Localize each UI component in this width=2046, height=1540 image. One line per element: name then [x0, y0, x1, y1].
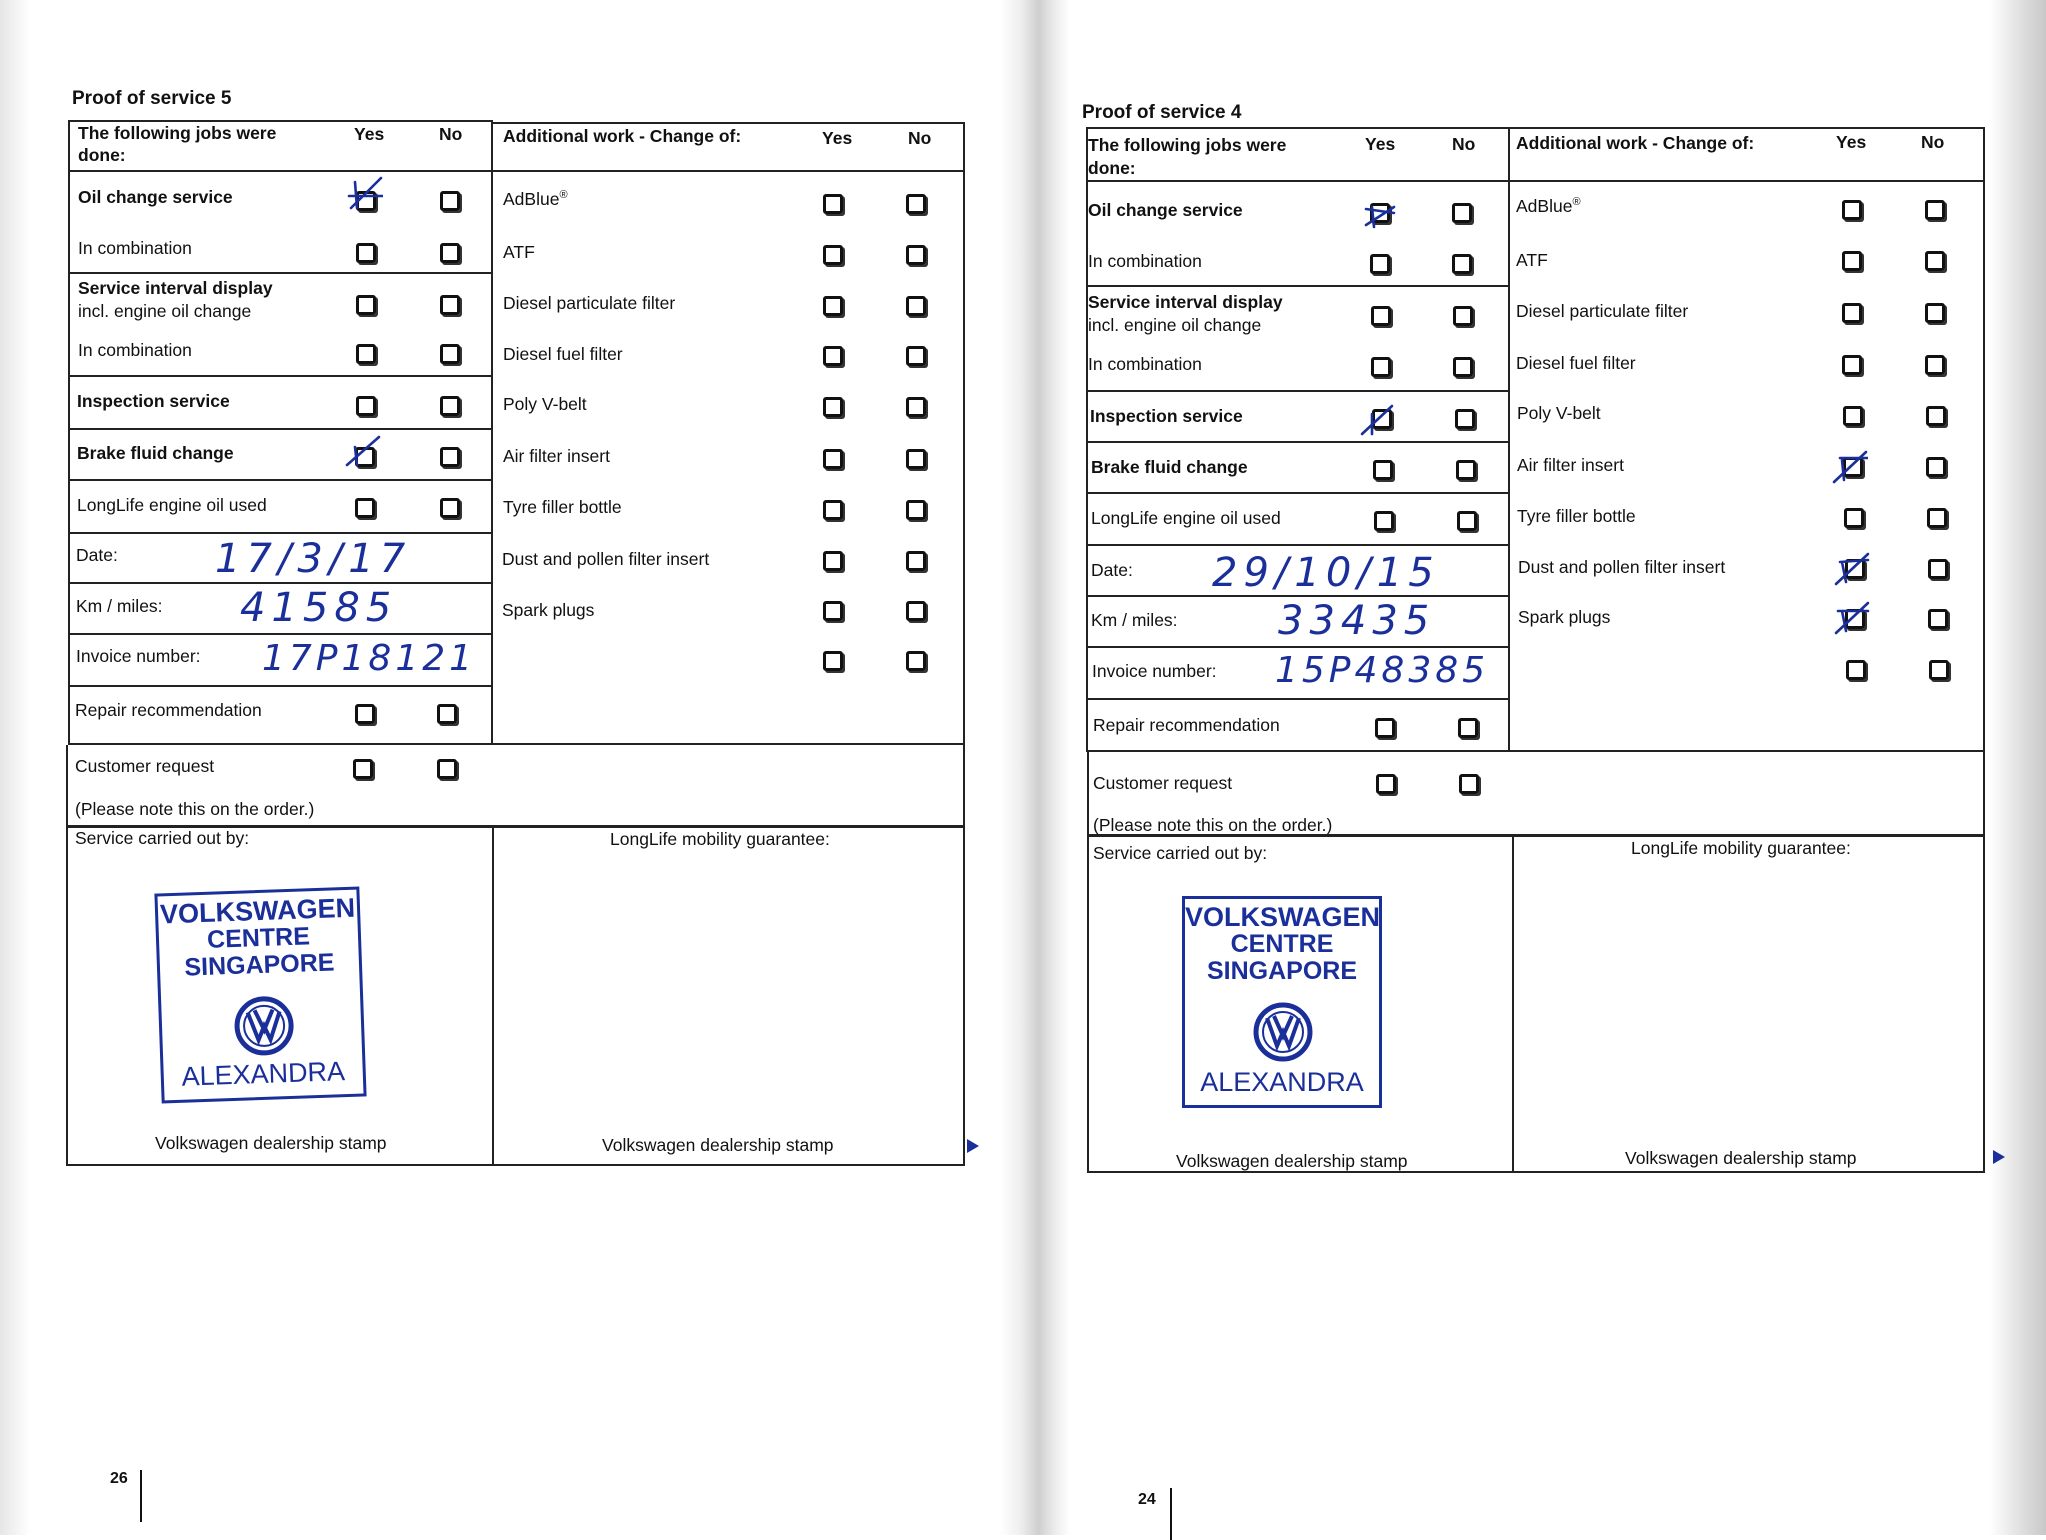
checkbox-longlife-no[interactable] — [440, 498, 460, 518]
work-tyre-filler: Tyre filler bottle — [1517, 506, 1636, 526]
checkbox-air-no[interactable] — [1926, 457, 1946, 477]
checkbox-inspection-no[interactable] — [440, 396, 460, 416]
longlife-guarantee-label: LongLife mobility guarantee: — [1631, 838, 1851, 858]
checkbox-dff-yes[interactable] — [823, 346, 843, 366]
tick-mark-icon — [1360, 195, 1398, 233]
checkbox-inspection-no[interactable] — [1455, 409, 1475, 429]
job-in-combination: In combination — [78, 238, 192, 258]
checkbox-brake-no[interactable] — [1456, 460, 1476, 480]
additional-work-table — [493, 122, 965, 745]
page-number-bar — [140, 1470, 142, 1522]
checkbox-atf-no[interactable] — [906, 245, 926, 265]
work-diesel-particulate-filter: Diesel particulate filter — [1516, 301, 1689, 321]
header-jobs-label-2: done: — [78, 145, 126, 165]
checkbox-dpf-yes[interactable] — [1842, 303, 1862, 323]
checkbox-oil-no[interactable] — [440, 191, 460, 211]
tick-mark-icon — [1832, 550, 1870, 588]
checkbox-adblue-yes[interactable] — [1842, 200, 1862, 220]
handwritten-invoice: 15P48385 — [1275, 650, 1490, 691]
dealership-stamp: VOLKSWAGEN CENTRE SINGAPORE ALEXANDRA — [154, 886, 366, 1103]
checkbox-air-no[interactable] — [906, 449, 926, 469]
handwritten-km: 33435 — [1278, 598, 1436, 644]
checkbox-extra-yes[interactable] — [823, 651, 843, 671]
checkbox-dff-no[interactable] — [1925, 355, 1945, 375]
checkbox-comb1-yes[interactable] — [1370, 254, 1390, 274]
service-carried-out-label: Service carried out by: — [75, 828, 250, 848]
work-dust-pollen-filter: Dust and pollen filter insert — [502, 549, 710, 569]
header-yes-additional: Yes — [1836, 132, 1867, 152]
checkbox-repair-yes[interactable] — [355, 704, 375, 724]
job-service-interval: Service interval display — [78, 278, 273, 298]
checkbox-dff-no[interactable] — [906, 346, 926, 366]
customer-request-label: Customer request — [75, 756, 215, 776]
checkbox-adblue-yes[interactable] — [823, 194, 843, 214]
stamp-caption: Volkswagen dealership stamp — [155, 1133, 387, 1153]
job-in-combination-2: In combination — [78, 340, 192, 360]
checkbox-dpf-no[interactable] — [1925, 303, 1945, 323]
checkbox-oil-no[interactable] — [1452, 203, 1472, 223]
work-air-filter: Air filter insert — [1517, 455, 1624, 475]
repair-recommendation-label: Repair recommendation — [1093, 715, 1280, 735]
stamp-caption-2: Volkswagen dealership stamp — [602, 1135, 834, 1155]
service-carried-out-label: Service carried out by: — [1093, 843, 1268, 863]
checkbox-tyre-no[interactable] — [1927, 508, 1947, 528]
proof-of-service-title: Proof of service 5 — [72, 88, 232, 109]
checkbox-extra-no[interactable] — [906, 651, 926, 671]
header-yes: Yes — [354, 124, 385, 144]
work-poly-vbelt: Poly V-belt — [503, 394, 587, 414]
job-oil-change: Oil change service — [78, 187, 233, 207]
checkbox-adblue-no[interactable] — [1925, 200, 1945, 220]
checkbox-poly-yes[interactable] — [823, 397, 843, 417]
checkbox-air-yes[interactable] — [823, 449, 843, 469]
job-longlife-oil: LongLife engine oil used — [1091, 508, 1281, 528]
header-yes-additional: Yes — [822, 128, 853, 148]
checkbox-tyre-yes[interactable] — [823, 500, 843, 520]
tick-mark-icon — [345, 174, 383, 212]
header-jobs-label: The following jobs were — [1088, 135, 1287, 155]
work-atf: ATF — [503, 242, 535, 262]
book-spine-shadow — [1000, 0, 1070, 1535]
checkbox-spark-no[interactable] — [906, 601, 926, 621]
page-number: 24 — [1138, 1491, 1156, 1508]
handwritten-km: 41585 — [240, 585, 398, 631]
checkbox-poly-yes[interactable] — [1843, 406, 1863, 426]
job-in-combination-2: In combination — [1088, 354, 1202, 374]
additional-work-table — [1510, 127, 1985, 752]
date-label: Date: — [76, 545, 118, 565]
header-jobs-label: The following jobs were — [78, 123, 277, 143]
checkbox-comb1-no[interactable] — [440, 243, 460, 263]
checkbox-poly-no[interactable] — [906, 397, 926, 417]
checkbox-tyre-no[interactable] — [906, 500, 926, 520]
header-additional-work: Additional work - Change of: — [1516, 133, 1755, 153]
header-no: No — [439, 124, 463, 144]
tick-mark-icon — [1358, 400, 1396, 438]
checkbox-comb2-no[interactable] — [440, 344, 460, 364]
header-no-additional: No — [1921, 132, 1945, 152]
job-oil-change: Oil change service — [1088, 200, 1243, 220]
work-atf: ATF — [1516, 250, 1548, 270]
handwritten-invoice: 17P18121 — [262, 638, 477, 679]
checkbox-poly-no[interactable] — [1926, 406, 1946, 426]
repair-recommendation-label: Repair recommendation — [75, 700, 262, 720]
checkbox-comb1-no[interactable] — [1452, 254, 1472, 274]
checkbox-comb1-yes[interactable] — [356, 243, 376, 263]
checkbox-extra-yes[interactable] — [1846, 660, 1866, 680]
date-label: Date: — [1091, 560, 1133, 580]
checkbox-sid-no[interactable] — [1453, 306, 1473, 326]
job-in-combination: In combination — [1088, 251, 1202, 271]
scan-shadow-left — [0, 0, 30, 1535]
checkbox-repair-no[interactable] — [1458, 718, 1478, 738]
checkbox-comb2-yes[interactable] — [356, 344, 376, 364]
job-longlife-oil: LongLife engine oil used — [77, 495, 267, 515]
checkbox-customer-no[interactable] — [437, 759, 457, 779]
job-brake-fluid: Brake fluid change — [77, 443, 234, 463]
tick-mark-icon — [1832, 599, 1870, 637]
handwritten-date: 29/10/15 — [1212, 550, 1440, 596]
work-dust-pollen-filter: Dust and pollen filter insert — [1518, 557, 1726, 577]
checkbox-dpf-yes[interactable] — [823, 296, 843, 316]
vw-logo-icon — [1253, 1002, 1313, 1062]
checkbox-customer-yes[interactable] — [1376, 774, 1396, 794]
handwritten-date: 17/3/17 — [215, 536, 412, 582]
checkbox-brake-yes[interactable] — [1373, 460, 1393, 480]
checkbox-longlife-no[interactable] — [1457, 511, 1477, 531]
checkbox-dust-yes[interactable] — [823, 551, 843, 571]
page-number: 26 — [110, 1470, 128, 1487]
invoice-label: Invoice number: — [1092, 661, 1217, 681]
job-inspection-service: Inspection service — [1090, 406, 1243, 426]
checkbox-customer-no[interactable] — [1459, 774, 1479, 794]
job-inspection-service: Inspection service — [77, 391, 230, 411]
checkbox-dff-yes[interactable] — [1842, 355, 1862, 375]
checkbox-brake-no[interactable] — [440, 447, 460, 467]
stamp-caption-2: Volkswagen dealership stamp — [1625, 1148, 1857, 1168]
header-yes: Yes — [1365, 134, 1396, 154]
tick-mark-icon — [1830, 448, 1868, 486]
km-label: Km / miles: — [76, 596, 163, 616]
job-brake-fluid: Brake fluid change — [1091, 457, 1248, 477]
checkbox-comb2-no[interactable] — [1453, 357, 1473, 377]
checkbox-dpf-no[interactable] — [906, 296, 926, 316]
checkbox-atf-no[interactable] — [1925, 251, 1945, 271]
checkbox-longlife-yes[interactable] — [355, 498, 375, 518]
stamp-caption: Volkswagen dealership stamp — [1176, 1151, 1408, 1171]
checkbox-sid-yes[interactable] — [1371, 306, 1391, 326]
checkbox-longlife-yes[interactable] — [1374, 511, 1394, 531]
order-note: (Please note this on the order.) — [1093, 815, 1333, 835]
work-diesel-particulate-filter: Diesel particulate filter — [503, 293, 676, 313]
checkbox-sid-yes[interactable] — [356, 295, 376, 315]
checkbox-dust-no[interactable] — [906, 551, 926, 571]
scan-shadow-right — [1990, 0, 2046, 1535]
checkbox-adblue-no[interactable] — [906, 194, 926, 214]
customer-request-label: Customer request — [1093, 773, 1233, 793]
work-spark-plugs: Spark plugs — [1518, 607, 1611, 627]
checkbox-repair-yes[interactable] — [1375, 718, 1395, 738]
checkbox-inspection-yes[interactable] — [356, 396, 376, 416]
work-adblue: AdBlue® — [1516, 196, 1581, 216]
checkbox-atf-yes[interactable] — [823, 245, 843, 265]
next-page-arrow-icon — [967, 1139, 979, 1153]
checkbox-comb2-yes[interactable] — [1371, 357, 1391, 377]
invoice-label: Invoice number: — [76, 646, 201, 666]
work-air-filter: Air filter insert — [503, 446, 610, 466]
vw-logo-icon — [233, 995, 295, 1057]
checkbox-spark-no[interactable] — [1928, 609, 1948, 629]
checkbox-sid-no[interactable] — [440, 295, 460, 315]
proof-of-service-title: Proof of service 4 — [1082, 102, 1242, 123]
km-label: Km / miles: — [1091, 610, 1178, 630]
header-no-additional: No — [908, 128, 932, 148]
work-diesel-fuel-filter: Diesel fuel filter — [503, 344, 623, 364]
job-service-interval-sub: incl. engine oil change — [1088, 315, 1262, 335]
longlife-guarantee-label: LongLife mobility guarantee: — [610, 829, 830, 849]
page-number-bar — [1170, 1488, 1172, 1540]
checkbox-extra-no[interactable] — [1929, 660, 1949, 680]
next-page-arrow-icon — [1993, 1150, 2005, 1164]
checkbox-atf-yes[interactable] — [1842, 251, 1862, 271]
tick-mark-icon — [343, 431, 381, 469]
work-diesel-fuel-filter: Diesel fuel filter — [1516, 353, 1636, 373]
work-tyre-filler: Tyre filler bottle — [503, 497, 622, 517]
job-service-interval-sub: incl. engine oil change — [78, 301, 252, 321]
checkbox-spark-yes[interactable] — [823, 601, 843, 621]
checkbox-tyre-yes[interactable] — [1844, 508, 1864, 528]
checkbox-customer-yes[interactable] — [353, 759, 373, 779]
job-service-interval: Service interval display — [1088, 292, 1283, 312]
work-adblue: AdBlue® — [503, 189, 568, 209]
header-jobs-label-2: done: — [1088, 158, 1136, 178]
work-poly-vbelt: Poly V-belt — [1517, 403, 1601, 423]
work-spark-plugs: Spark plugs — [502, 600, 595, 620]
header-additional-work: Additional work - Change of: — [503, 126, 742, 146]
checkbox-dust-no[interactable] — [1928, 559, 1948, 579]
order-note: (Please note this on the order.) — [75, 799, 315, 819]
checkbox-repair-no[interactable] — [437, 704, 457, 724]
header-no: No — [1452, 134, 1476, 154]
dealership-stamp: VOLKSWAGEN CENTRE SINGAPORE ALEXANDRA — [1182, 896, 1382, 1108]
